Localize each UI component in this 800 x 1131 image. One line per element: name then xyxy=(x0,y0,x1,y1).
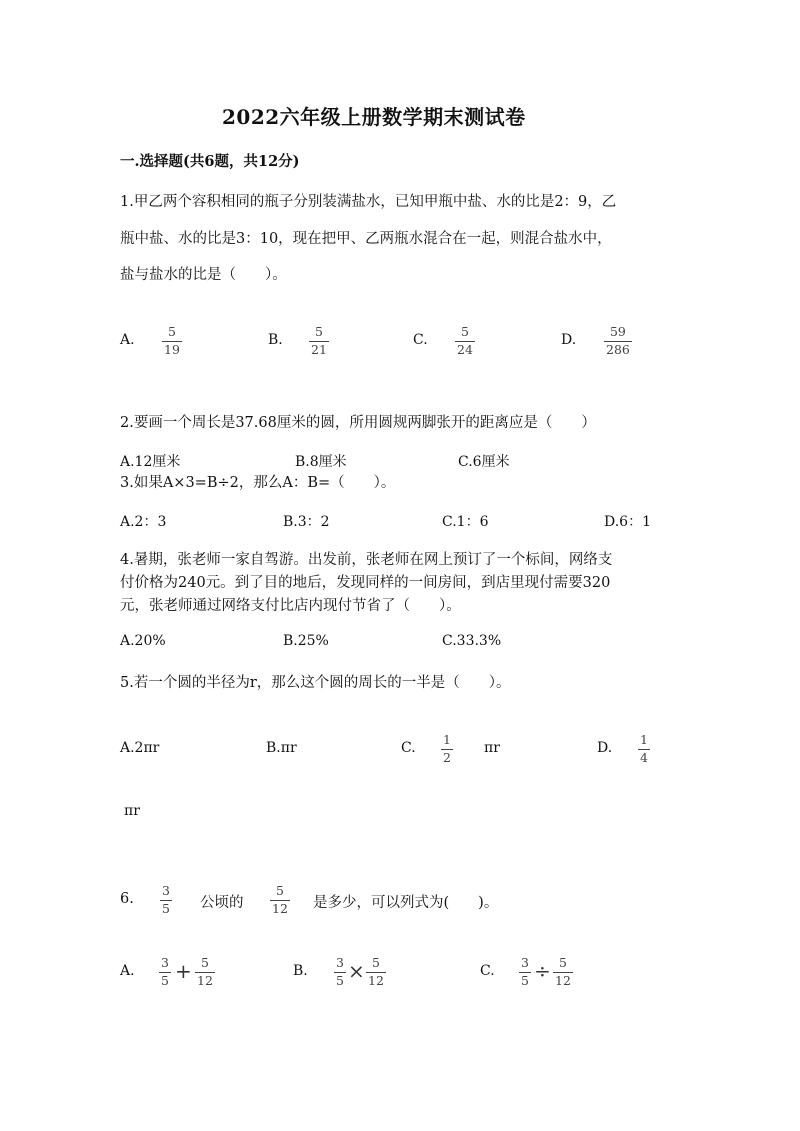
divide-operator: ÷ xyxy=(534,959,551,983)
option[interactable]: B.3：2 xyxy=(283,514,330,530)
option-label[interactable]: B. xyxy=(268,332,283,348)
question-text: 是多少，可以列式为( )。 xyxy=(313,895,499,911)
numerator: 5 xyxy=(371,955,380,970)
numerator: 3 xyxy=(521,955,529,970)
denominator: 4 xyxy=(640,749,648,765)
option-suffix: πr xyxy=(124,803,140,819)
numerator: 5 xyxy=(558,955,567,970)
page-title: 2022六年级上册数学期末测试卷 xyxy=(222,105,526,129)
denominator: 24 xyxy=(457,341,473,357)
option-fraction xyxy=(366,957,386,987)
numerator: 1 xyxy=(640,732,648,747)
question-text: 公顷的 xyxy=(200,895,244,911)
option[interactable]: A.12厘米 xyxy=(120,454,181,470)
numerator: 1 xyxy=(443,732,451,747)
numerator: 3 xyxy=(336,955,344,970)
option-fraction xyxy=(159,957,171,987)
numerator: 3 xyxy=(162,883,170,898)
question-text: 3.如果A×3=B÷2，那么A：B=（ ）。 xyxy=(120,475,396,491)
option-fraction xyxy=(309,326,329,356)
question-text-line: 付价格为240元。到了目的地后，发现同样的一间房间，到店里现付需要320 xyxy=(120,575,611,591)
option[interactable]: D.6：1 xyxy=(604,514,651,530)
denominator: 12 xyxy=(555,972,571,988)
question-fraction xyxy=(160,885,172,915)
option[interactable]: C.6厘米 xyxy=(458,454,510,470)
denominator: 12 xyxy=(272,900,288,916)
option-fraction xyxy=(604,326,632,356)
question-text-line: 4.暑期，张老师一家自驾游。出发前，张老师在网上预订了一个标间，网络支 xyxy=(120,552,613,568)
option[interactable]: C.33.3% xyxy=(442,633,502,649)
question-text-line: 盐与盐水的比是（ ）。 xyxy=(120,267,287,283)
denominator: 19 xyxy=(164,341,180,357)
numerator: 5 xyxy=(314,324,323,339)
section-heading: 一.选择题(共6题，共12分) xyxy=(120,153,300,170)
option-fraction xyxy=(455,326,475,356)
option[interactable]: A.20% xyxy=(120,633,166,649)
question-text: 5.若一个圆的半径为r，那么这个圆的周长的一半是（ ）。 xyxy=(120,675,511,691)
option[interactable]: B.25% xyxy=(283,633,329,649)
option-fraction xyxy=(638,734,650,764)
numerator: 5 xyxy=(167,324,176,339)
option-label[interactable]: C. xyxy=(413,332,428,348)
option[interactable]: C.1：6 xyxy=(442,514,489,530)
option-label[interactable]: A. xyxy=(120,963,135,979)
option[interactable]: A.2：3 xyxy=(120,514,167,530)
numerator: 59 xyxy=(609,324,626,339)
option-label[interactable]: C. xyxy=(480,963,495,979)
denominator: 5 xyxy=(521,972,529,988)
numerator: 3 xyxy=(161,955,169,970)
option[interactable]: B.8厘米 xyxy=(295,454,347,470)
option-label[interactable]: D. xyxy=(597,740,613,756)
question-text-line: 1.甲乙两个容积相同的瓶子分别装满盐水，已知甲瓶中盐、水的比是2：9，乙 xyxy=(120,194,617,210)
denominator: 286 xyxy=(606,341,630,357)
numerator: 5 xyxy=(275,883,284,898)
option-fraction xyxy=(553,957,573,987)
option-fraction xyxy=(519,957,531,987)
question-fraction xyxy=(270,885,290,915)
denominator: 21 xyxy=(311,341,327,357)
option[interactable]: B.πr xyxy=(266,740,297,756)
denominator: 5 xyxy=(162,900,170,916)
option-suffix: πr xyxy=(484,740,500,756)
denominator: 12 xyxy=(197,972,213,988)
plus-operator: + xyxy=(175,959,192,983)
option-label[interactable]: A. xyxy=(120,332,135,348)
numerator: 5 xyxy=(200,955,209,970)
denominator: 5 xyxy=(161,972,169,988)
denominator: 12 xyxy=(368,972,384,988)
question-text-line: 元，张老师通过网络支付比店内现付节省了（ ）。 xyxy=(120,598,461,614)
numerator: 5 xyxy=(460,324,469,339)
question-text: 2.要画一个周长是37.68厘米的圆，所用圆规两脚张开的距离应是（ ） xyxy=(120,415,596,431)
denominator: 2 xyxy=(443,749,451,765)
option[interactable]: A.2πr xyxy=(120,740,160,756)
question-number: 6. xyxy=(120,891,134,907)
option-label[interactable]: C. xyxy=(401,740,416,756)
option-fraction xyxy=(441,734,453,764)
multiply-operator: × xyxy=(348,959,365,983)
option-fraction xyxy=(334,957,346,987)
option-label[interactable]: B. xyxy=(293,963,308,979)
option-label[interactable]: D. xyxy=(561,332,577,348)
denominator: 5 xyxy=(336,972,344,988)
question-text-line: 瓶中盐、水的比是3：10，现在把甲、乙两瓶水混合在一起，则混合盐水中， xyxy=(120,231,612,247)
option-fraction xyxy=(162,326,182,356)
option-fraction xyxy=(195,957,215,987)
